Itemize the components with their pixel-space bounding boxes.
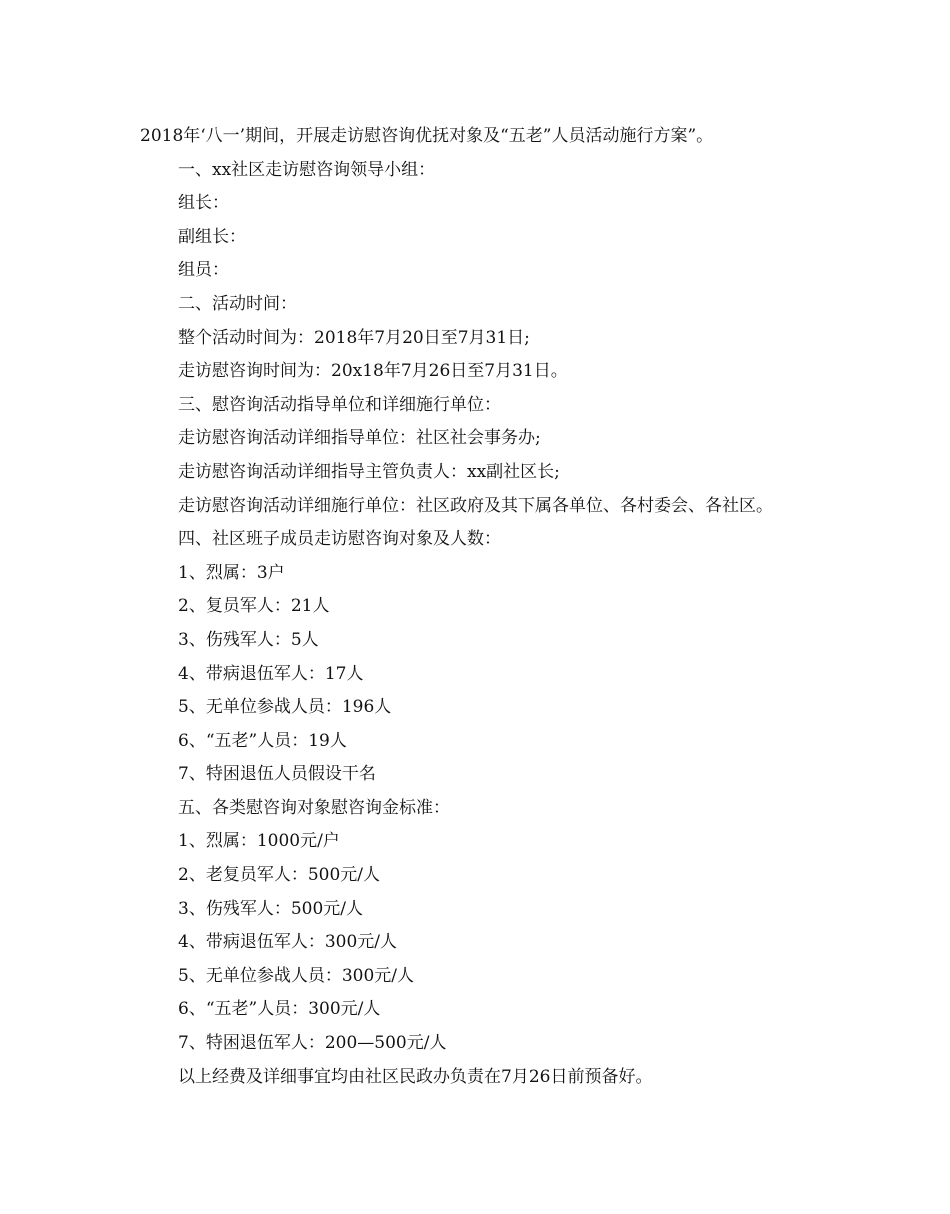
text-line: 组长： bbox=[178, 193, 229, 214]
list-item: 3、伤残军人：5人 bbox=[178, 629, 319, 650]
list-item: 2、复员军人：21人 bbox=[178, 596, 330, 617]
document-body bbox=[140, 120, 840, 1094]
section-heading-units: 三、慰咨询活动指导单位和详细施行单位： bbox=[178, 394, 501, 415]
text-line: 副组长： bbox=[178, 226, 246, 247]
closing-line: 以上经费及详细事宜均由社区民政办负责在7月26日前预备好。 bbox=[178, 1066, 653, 1087]
section-heading-standards: 五、各类慰咨询对象慰咨询金标准： bbox=[178, 797, 450, 818]
text-line: 走访慰咨询时间为：20x18年7月26日至7月31日。 bbox=[178, 361, 568, 382]
text-line: 组员： bbox=[178, 260, 229, 281]
text-line: 走访慰咨询活动详细施行单位：社区政府及其下属各单位、各村委会、各社区。 bbox=[178, 495, 773, 516]
list-item: 1、烈属：1000元/户 bbox=[178, 831, 340, 852]
list-item: 5、无单位参战人员：300元/人 bbox=[178, 965, 414, 986]
section-heading-time: 二、活动时间： bbox=[178, 293, 297, 314]
list-item: 6、“五老”人员：300元/人 bbox=[178, 999, 381, 1020]
list-item: 7、特困退伍人员假设干名 bbox=[178, 764, 376, 785]
text-line: 走访慰咨询活动详细指导主管负责人：xx副社区长; bbox=[178, 461, 560, 482]
list-item: 6、“五老”人员：19人 bbox=[178, 730, 347, 751]
list-item: 1、烈属：3户 bbox=[178, 562, 285, 583]
list-item: 5、无单位参战人员：196人 bbox=[178, 697, 392, 718]
text-line: 整个活动时间为：2018年7月20日至7月31日; bbox=[178, 327, 530, 348]
list-item: 2、老复员军人：500元/人 bbox=[178, 865, 380, 886]
section-heading-leadership: 一、xx社区走访慰咨询领导小组： bbox=[178, 159, 436, 180]
list-item: 7、特困退伍军人：200—500元/人 bbox=[178, 1033, 447, 1054]
list-item: 4、带病退伍军人：17人 bbox=[178, 663, 364, 684]
text-line: 走访慰咨询活动详细指导单位：社区社会事务办; bbox=[178, 428, 541, 449]
section-heading-targets: 四、社区班子成员走访慰咨询对象及人数： bbox=[178, 529, 501, 550]
list-item: 3、伤残军人：500元/人 bbox=[178, 898, 363, 919]
document-title-line: 2018年‘八一’期间，开展走访慰咨询优抚对象及“五老”人员活动施行方案”。 bbox=[140, 126, 714, 146]
list-item: 4、带病退伍军人：300元/人 bbox=[178, 932, 397, 953]
